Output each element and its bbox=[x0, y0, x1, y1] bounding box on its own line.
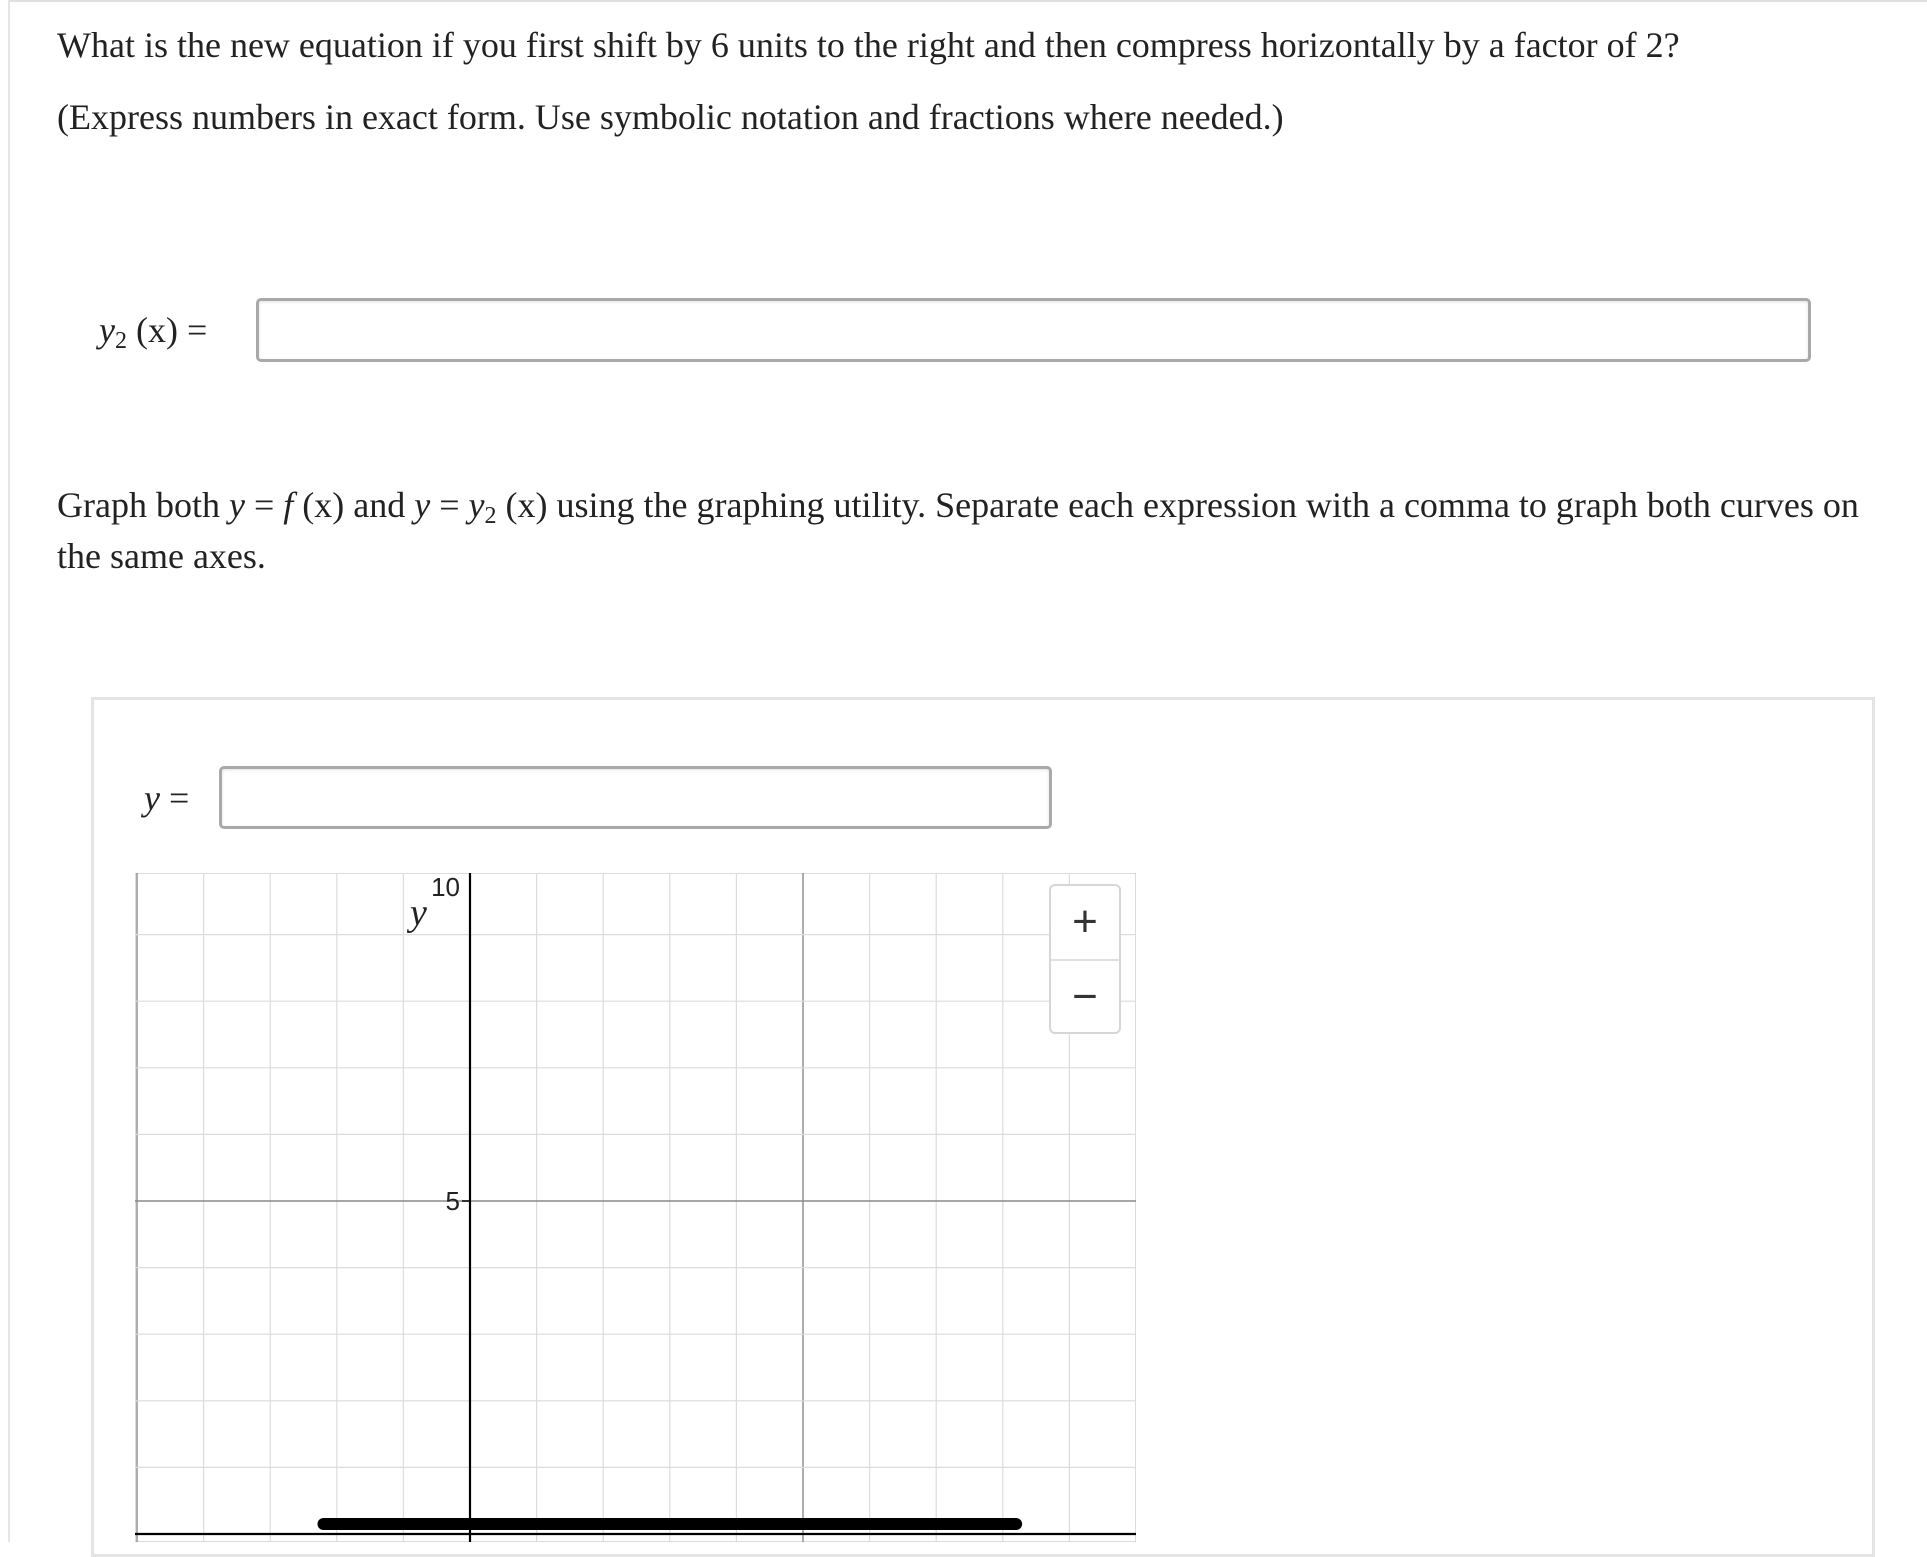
question-instructions: (Express numbers in exact form. Use symbolic notation and fractions where needed.) bbox=[57, 97, 1284, 137]
zoom-out-button[interactable]: − bbox=[1072, 972, 1098, 1021]
question-text: What is the new equation if you first shift by 6 units to the right and then compress horizontally by a factor of 2? bbox=[57, 25, 1680, 65]
y-tick-label: 5 bbox=[445, 1186, 460, 1216]
graph-instruction: Graph both y = f (x) and $y = y_2$ (x) using the graphing utility. Separate each expression with a comma to graph both curves on bbox=[57, 485, 1859, 529]
graph-instruction-cont: the same axes. bbox=[57, 536, 266, 576]
graph-background bbox=[135, 873, 1136, 1542]
zoom-controls bbox=[1049, 884, 1121, 1034]
zoom-in-button[interactable]: + bbox=[1072, 897, 1098, 946]
left-rule bbox=[8, 0, 10, 1542]
answer-input[interactable] bbox=[256, 298, 1811, 362]
answer-label: $y_2$ (x) = bbox=[99, 310, 208, 354]
graph-input-label: y = bbox=[144, 778, 190, 818]
y-axis-label: y bbox=[410, 892, 427, 934]
top-rule bbox=[10, 0, 1927, 2]
graph-expression-input[interactable] bbox=[219, 766, 1052, 829]
graph-canvas[interactable] bbox=[135, 873, 1136, 1542]
y-tick-label: 10 bbox=[431, 873, 460, 902]
